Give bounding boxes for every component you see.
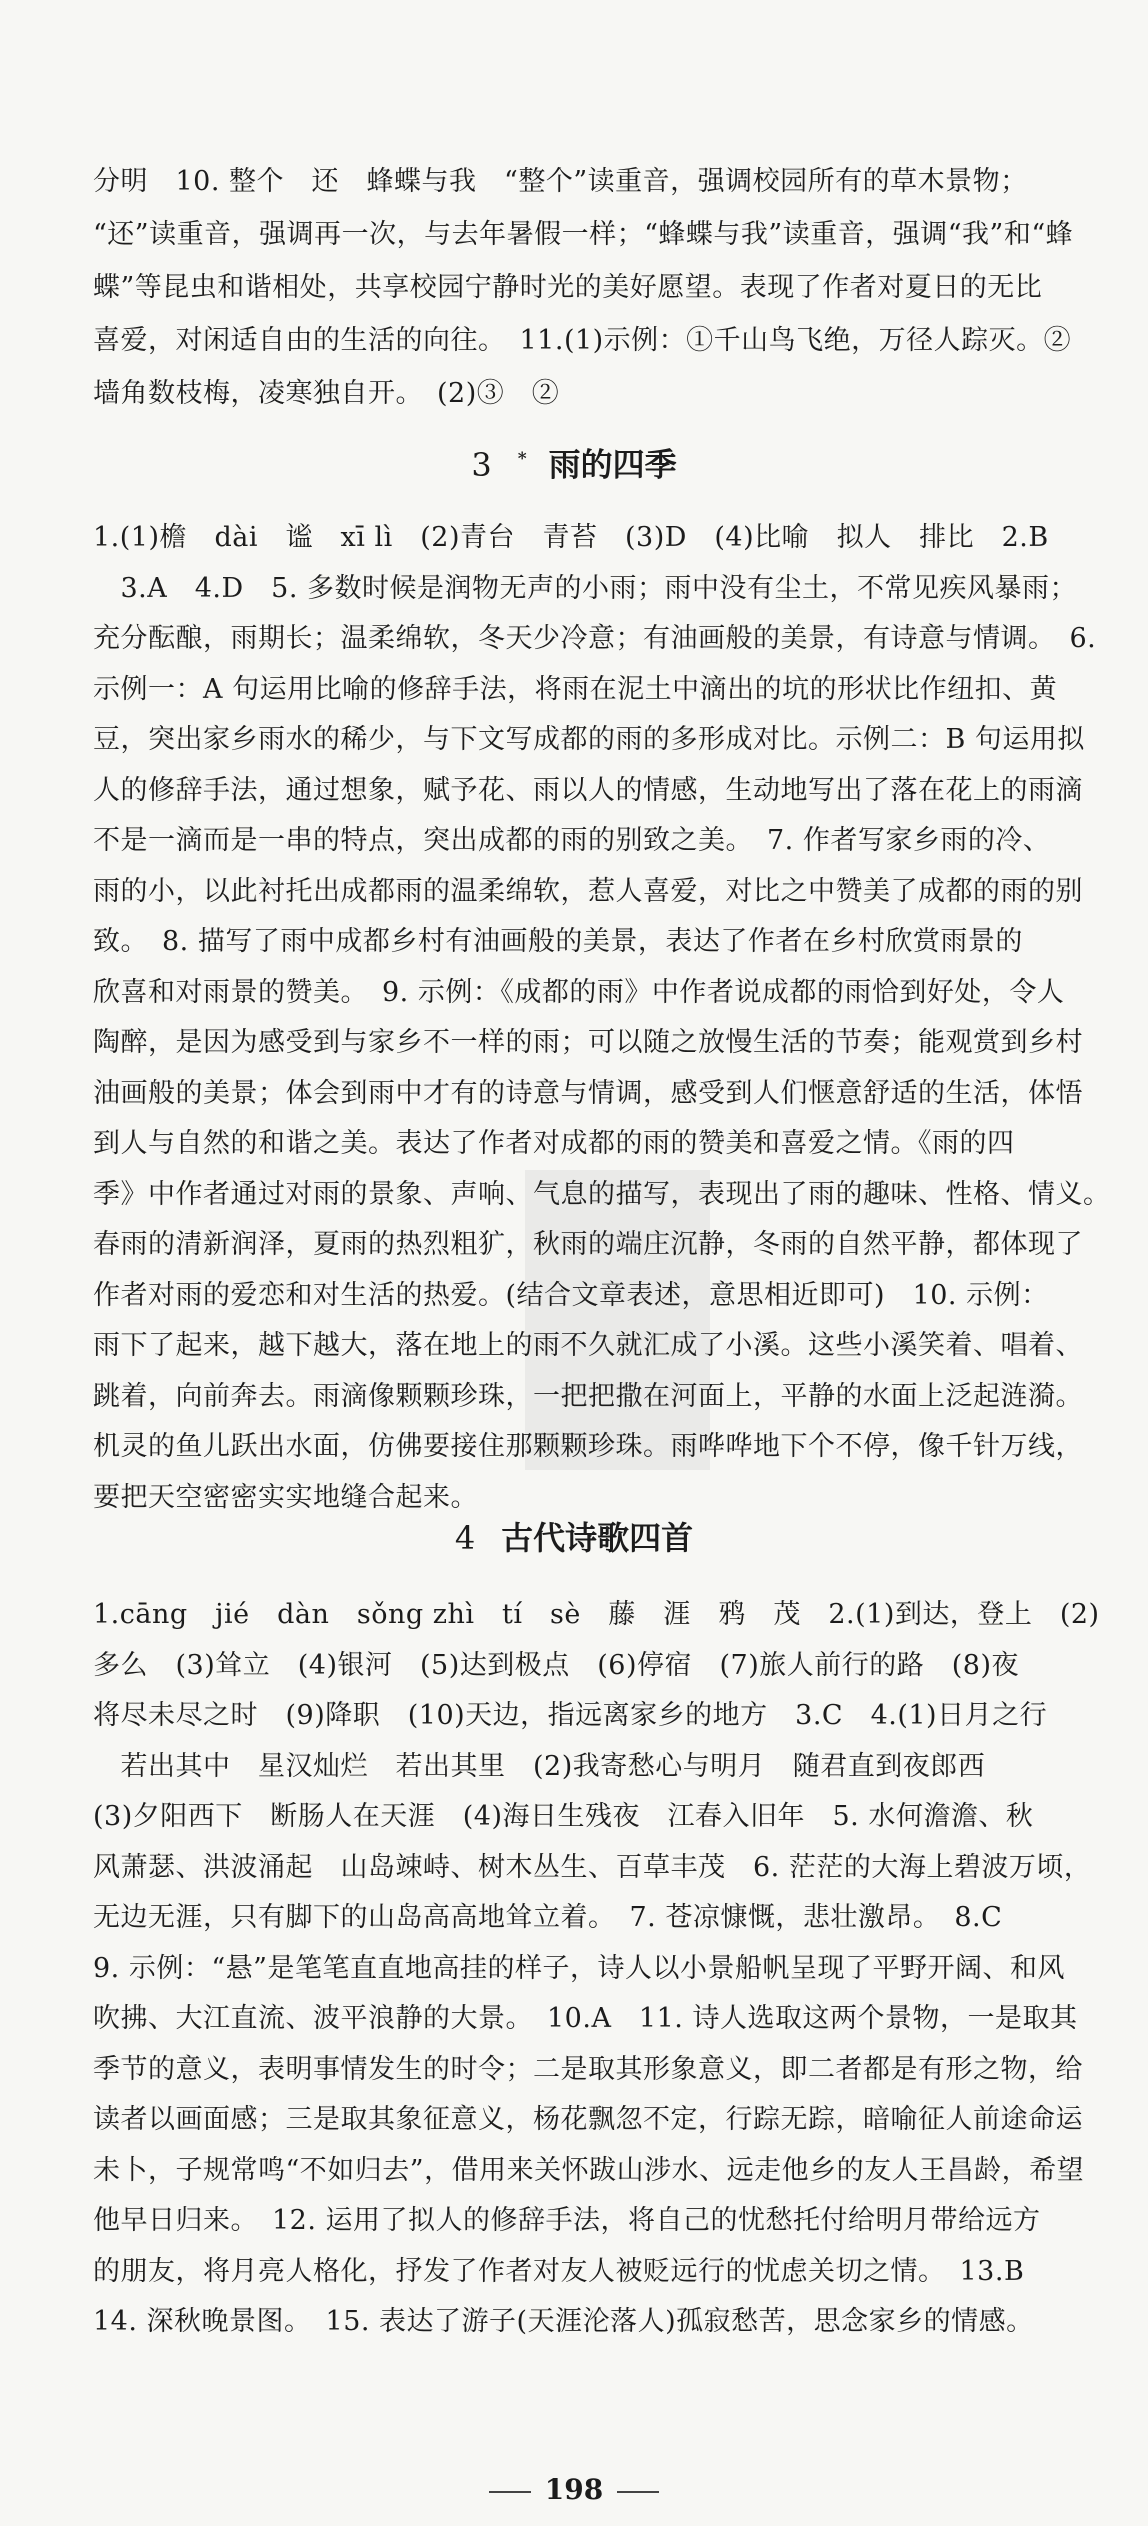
section-title-text: 古代诗歌四首 [501, 1519, 694, 1557]
text-line: 豆，突出家乡雨水的稀少，与下文写成都的雨的多形成对比。示例二：B 句运用拟 [93, 724, 1085, 755]
text-line: 3.A 4.D 5. 多数时候是润物无声的小雨；雨中没有尘土，不常见疾风暴雨； [93, 572, 1078, 604]
text-line: 不是一滴而是一串的特点，突出成都的雨的别致之美。 7. 作者写家乡雨的冷、 [93, 825, 1051, 856]
text-line: 季》中作者通过对雨的景象、声响、气息的描写，表现出了雨的趣味、性格、情义。 [93, 1178, 1111, 1210]
text-line: 9. 示例：“悬”是笔笔直直地高挂的样子，诗人以小景船帆呈现了平野开阔、和风 [93, 1952, 1065, 1984]
text-line: 多么 (3)耸立 (4)银河 (5)达到极点 (6)停宿 (7)旅人前行的路 (8)夜 [93, 1649, 1019, 1681]
text-line: 他早日归来。 12. 运用了拟人的修辞手法，将自己的忧愁托付给明月带给远方 [93, 2205, 1041, 2236]
section-number: 4 [454, 1519, 476, 1557]
text-line: 人的修辞手法，通过想象，赋予花、雨以人的情感，生动地写出了落在花上的雨滴 [93, 774, 1083, 806]
text-line: 陶醉，是因为感受到与家乡不一样的雨；可以随之放慢生活的节奏；能观赏到乡村 [93, 1027, 1083, 1058]
text-line: 到人与自然的和谐之美。表达了作者对成都的雨的赞美和喜爱之情。《雨的四 [93, 1128, 1015, 1159]
text-line: 示例一：A 句运用比喻的修辞手法，将雨在泥土中滴出的坑的形状比作纽扣、黄 [93, 673, 1058, 705]
text-line: 无边无涯，只有脚下的山岛高高地耸立着。 7. 苍凉慷慨，悲壮激昂。 8.C [93, 1902, 1003, 1933]
text-line: 墙角数枝梅，凌寒独自开。 (2)③ ② [93, 378, 560, 409]
section-3-title [0, 437, 1148, 487]
text-line: 14. 深秋晚景图。 15. 表达了游子(天涯沦落人)孤寂愁苦，思念家乡的情感。 [93, 2306, 1034, 2337]
text-line: 雨下了起来，越下越大，落在地上的雨不久就汇成了小溪。这些小溪笑着、唱着、 [93, 1330, 1083, 1361]
page-number [0, 2470, 1148, 2510]
text-line: 1.(1)檐 dài 谧 xī lì (2)青台 青苔 (3)D (4)比喻 拟人 排比 2.B [93, 522, 1049, 553]
text-line: 风萧瑟、洪波涌起 山岛竦峙、树木丛生、百草丰茂 6. 茫茫的大海上碧波万顷， [93, 1851, 1092, 1883]
text-line: 将尽未尽之时 (9)降职 (10)天边，指远离家乡的地方 3.C 4.(1)日月之行 [93, 1700, 1048, 1731]
text-line: 春雨的清新润泽，夏雨的热烈粗犷，秋雨的端庄沉静，冬雨的自然平静，都体现了 [93, 1229, 1083, 1260]
text-line: 欣喜和对雨景的赞美。 9. 示例：《成都的雨》中作者说成都的雨恰到好处，令人 [93, 976, 1065, 1008]
text-line: 若出其中 星汉灿烂 若出其里 (2)我寄愁心与明月 随君直到夜郎西 [93, 1750, 986, 1782]
text-line: 吹拂、大江直流、波平浪静的大景。 10.A 11. 诗人选取这两个景物，一是取其 [93, 2003, 1078, 2034]
text-line: “还”读重音，强调再一次，与去年暑假一样；“蜂蝶与我”读重音，强调“我”和“蜂 [93, 219, 1074, 250]
text-line: 作者对雨的爱恋和对生活的热爱。(结合文章表述，意思相近即可) 10. 示例： [93, 1279, 1049, 1311]
text-line: 充分酝酿，雨期长；温柔绵软，冬天少冷意；有油画般的美景，有诗意与情调。 6. [93, 623, 1097, 654]
section-star: * [517, 449, 527, 469]
text-line: 油画般的美景；体会到雨中才有的诗意与情调，感受到人们惬意舒适的生活，体悟 [93, 1077, 1083, 1109]
text-line: 季节的意义，表明事情发生的时令；二是取其形象意义，即二者都是有形之物，给 [93, 2053, 1083, 2085]
section-4-title [0, 1516, 1148, 1560]
text-line: 喜爱，对闲适自由的生活的向往。 11.(1)示例：①千山鸟飞绝，万径人踪灭。② [93, 325, 1072, 356]
text-line: 分明 10. 整个 还 蜂蝶与我 “整个”读重音，强调校园所有的草木景物； [93, 166, 1028, 197]
text-line: 读者以画面感；三是取其象征意义，杨花飘忽不定，行踪无踪，暗喻征人前途命运 [93, 2104, 1083, 2135]
text-line: 未卜，子规常鸣“不如归去”，借用来关怀跋山涉水、远走他乡的友人王昌龄，希望 [93, 2154, 1085, 2186]
text-line: 致。 8. 描写了雨中成都乡村有油画般的美景，表达了作者在乡村欣赏雨景的 [93, 926, 1023, 957]
text-line: 1.cāng jié dàn sǒng zhì tí sè 藤 涯 鸦 茂 2.(1)到达，登上 (2) [93, 1599, 1100, 1630]
text-line: 蝶”等昆虫和谐相处，共享校园宁静时光的美好愿望。表现了作者对夏日的无比 [93, 272, 1043, 303]
text-line: 雨的小，以此衬托出成都雨的温柔绵软，惹人喜爱，对比之中赞美了成都的雨的别 [93, 875, 1083, 907]
section-number: 3 [471, 445, 492, 484]
text-line: 跳着，向前奔去。雨滴像颗颗珍珠，一把把撒在河面上，平静的水面上泛起涟漪。 [93, 1380, 1083, 1412]
page-number-text: 198 [544, 2473, 604, 2506]
section-title-text: 雨的四季 [548, 445, 677, 484]
watermark-stamp [525, 1170, 710, 1470]
text-line: 机灵的鱼儿跃出水面，仿佛要接住那颗颗珍珠。雨哗哗地下个不停，像千针万线， [93, 1431, 1083, 1462]
text-line: 的朋友，将月亮人格化，抒发了作者对友人被贬远行的忧虑关切之情。 13.B [93, 2255, 1025, 2287]
text-line: (3)夕阳西下 断肠人在天涯 (4)海日生残夜 江春入旧年 5. 水何澹澹、秋 [93, 1801, 1034, 1832]
text-line: 要把天空密密实实地缝合起来。 [93, 1481, 478, 1513]
